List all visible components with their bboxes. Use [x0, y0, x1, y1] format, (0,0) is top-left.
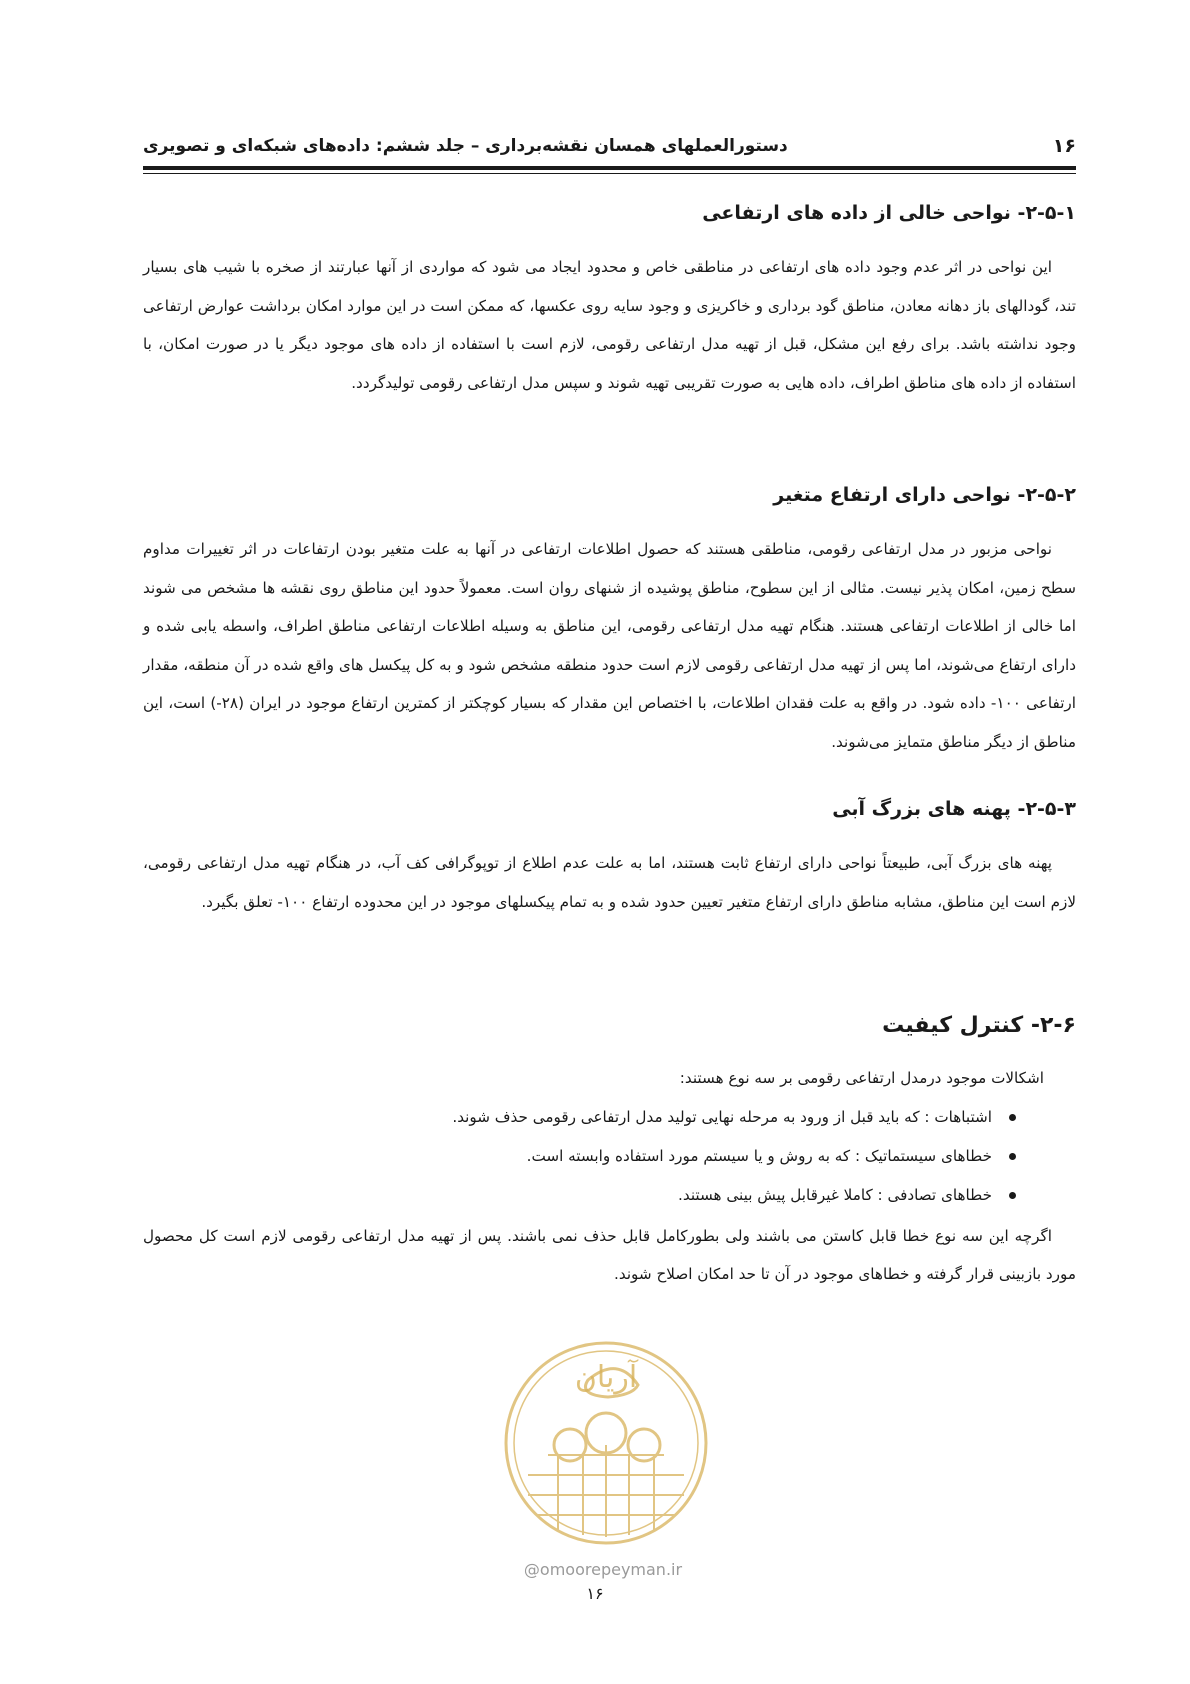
section-heading: ۲-۵-۳- پهنه های بزرگ آبی [832, 798, 1076, 820]
section-heading: ۲-۵-۲- نواحی دارای ارتفاع متغیر [773, 484, 1076, 506]
section-2-5-1 [143, 198, 1076, 402]
list-item: خطاهای سیستماتیک : که به روش و یا سیستم مورد استفاده وابسته است. [143, 1137, 1016, 1176]
error-types-list [143, 1098, 1076, 1215]
header-title: دستورالعملهای همسان نقشه‌برداری – جلد ششم: داده‌های شبکه‌ای و تصویری [143, 136, 788, 156]
bullet-icon [1009, 1192, 1016, 1199]
stamp-seal-icon [488, 1325, 724, 1555]
section-body: پهنه های بزرگ آبی، طبیعتاً نواحی دارای ارتفاع ثابت هستند، اما به علت عدم اطلاع از توپوگرافی کف آب، در هنگام تهیه مدل ارتفاعی رقومی، لازم است این مناطق، مشابه مناطق دارای ارتفاع متغیر تعیین حدود شده و به تمام پیکسلهای موجود در این محدوده ارتفاع ۱۰۰- تعلق بگیرد. [143, 854, 1076, 911]
chapter-heading: ۲-۶- کنترل کیفیت [882, 1013, 1076, 1038]
quality-closing: اگرچه این سه نوع خطا قابل کاستن می باشند ولی بطورکامل قابل حذف نمی باشند. پس از تهیه مدل ارتفاعی رقومی لازم است کل محصول مورد بازبینی قرار گرفته و خطاهای موجود در آن تا حد امکان اصلاح شوند. [143, 1226, 1076, 1283]
header-page-number: ۱۶ [1052, 135, 1076, 157]
running-header [143, 128, 1076, 164]
list-item: اشتباهات : که باید قبل از ورود به مرحله نهایی تولید مدل ارتفاعی رقومی حذف شوند. [143, 1098, 1016, 1137]
section-2-5-2 [143, 480, 1076, 761]
bullet-icon [1009, 1153, 1016, 1160]
list-item: خطاهای تصادفی : کاملا غیرقابل پیش بینی هستند. [143, 1176, 1016, 1215]
bullet-icon [1009, 1114, 1016, 1121]
header-rule-thin [143, 173, 1076, 174]
section-body: این نواحی در اثر عدم وجود داده های ارتفاعی در مناطقی خاص و محدود ایجاد می شود که مواردی از آنها عبارتند از صخره با شیب های بسیار تند، گودالهای باز دهانه معادن، مناطق گود برداری و خاکریزی و وجود سایه روی عکسها، که ممکن است در این موارد امکان برداشت عوارض ارتفاعی وجود نداشته باشد. برای رفع این مشکل، قبل از تهیه مدل ارتفاعی رقومی، لازم است با استفاده از داده های موجود دیگر یا در صورت امکان، با استفاده از داده های مناطق اطراف، داده هایی به صورت تقریبی تهیه شوند و سپس مدل ارتفاعی رقومی تولیدگردد. [143, 258, 1076, 392]
watermark-text: @omoorepeyman.ir [523, 1560, 683, 1579]
header-rule-thick [143, 166, 1076, 170]
quality-intro: اشکالات موجود درمدل ارتفاعی رقومی بر سه نوع هستند: [679, 1069, 1044, 1087]
footer-page-number: ۱۶ [586, 1584, 604, 1603]
section-2-6-quality-control [143, 1009, 1076, 1294]
section-body: نواحی مزبور در مدل ارتفاعی رقومی، مناطقی هستند که حصول اطلاعات ارتفاعی در آنها به علت متغیر بودن ارتفاعات در اثر تغییرات مداوم سطح زمین، امکان پذیر نیست. مثالی از این سطوح، مناطق پوشیده از شنهای روان است. معمولاً حدود این مناطق روی نقشه ها مشخص می شوند اما خالی از اطلاعات ارتفاعی هستند. هنگام تهیه مدل ارتفاعی رقومی، این مناطق به وسیله اطلاعات ارتفاعی مناطق اطراف، واسطه یابی شده و دارای ارتفاع می‌شوند، اما پس از تهیه مدل ارتفاعی رقومی لازم است حدود منطقه مشخص شود و به کل پیکسل های واقع شده در آن منطقه، مقدار ارتفاعی ۱۰۰- داده شود. در واقع به علت فقدان اطلاعات، با اختصاص این مقدار که بسیار کوچکتر از کمترین ارتفاع موجود در ایران (۲۸-) است، این مناطق از دیگر مناطق متمایز می‌شوند. [143, 540, 1076, 751]
section-heading: ۲-۵-۱- نواحی خالی از داده های ارتفاعی [702, 202, 1076, 224]
section-2-5-3 [143, 794, 1076, 921]
svg-text:آریان: آریان [574, 1360, 638, 1395]
